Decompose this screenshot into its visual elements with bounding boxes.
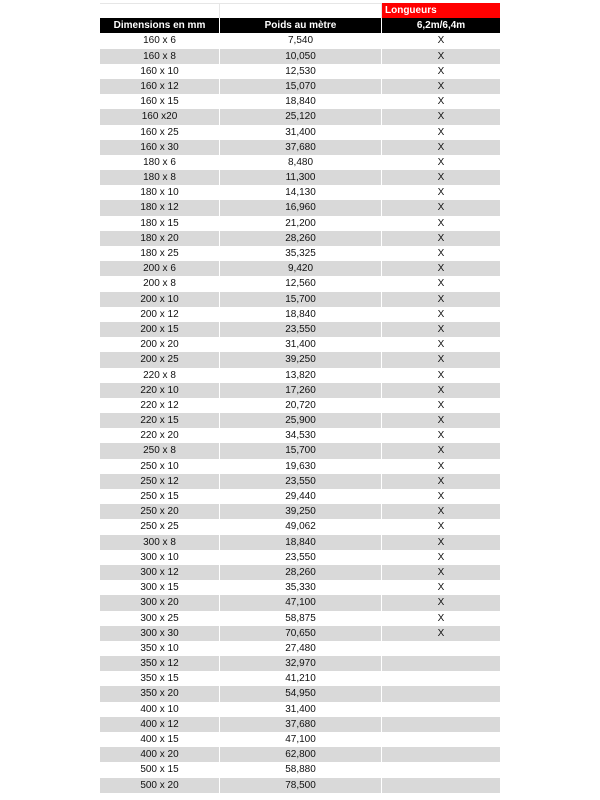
- dimension-cell: 160 x 8: [100, 49, 220, 64]
- column-header-row: [100, 18, 500, 33]
- empty-cell: [220, 3, 382, 18]
- weight-cell: 21,200: [220, 216, 382, 231]
- availability-cell: X: [437, 627, 445, 639]
- weight-cell: 15,700: [220, 292, 382, 307]
- table-row: [100, 443, 500, 458]
- weight-cell: 12,530: [220, 64, 382, 79]
- dimension-cell: 160 x 25: [100, 125, 220, 140]
- dimension-cell: 200 x 15: [100, 322, 220, 337]
- weight-cell: 32,970: [220, 656, 382, 671]
- weight-cell: 37,680: [220, 140, 382, 155]
- table-row: [100, 732, 500, 747]
- table-row: [100, 231, 500, 246]
- table-row: [100, 717, 500, 732]
- dimension-cell: 300 x 15: [100, 580, 220, 595]
- availability-cell: X: [437, 126, 445, 138]
- dimension-cell: 300 x 12: [100, 565, 220, 580]
- dimension-cell: 350 x 20: [100, 686, 220, 701]
- dimension-cell: 200 x 10: [100, 292, 220, 307]
- dimension-cell: 220 x 20: [100, 428, 220, 443]
- weight-cell: 15,700: [220, 443, 382, 458]
- weight-cell: 27,480: [220, 641, 382, 656]
- weight-cell: 41,210: [220, 671, 382, 686]
- table-row: [100, 352, 500, 367]
- weight-cell: 29,440: [220, 489, 382, 504]
- availability-cell: X: [437, 430, 445, 442]
- table-row: [100, 109, 500, 124]
- dimension-cell: 500 x 20: [100, 778, 220, 793]
- availability-cell: X: [437, 111, 445, 123]
- availability-cell: X: [437, 141, 445, 153]
- dimension-cell: 160 x 12: [100, 79, 220, 94]
- table-row: [100, 550, 500, 565]
- weight-cell: 34,530: [220, 428, 382, 443]
- weight-cell: 18,840: [220, 535, 382, 550]
- table-row: [100, 565, 500, 580]
- table-row: [100, 276, 500, 291]
- weight-cell: 13,820: [220, 368, 382, 383]
- weight-cell: 25,120: [220, 109, 382, 124]
- weight-cell: 31,400: [220, 702, 382, 717]
- table-row: [100, 140, 500, 155]
- weight-cell: 47,100: [220, 595, 382, 610]
- availability-cell: X: [437, 80, 445, 92]
- table-row: [100, 626, 500, 641]
- dimension-cell: 300 x 20: [100, 595, 220, 610]
- dimension-cell: 350 x 10: [100, 641, 220, 656]
- weight-column-header: Poids au mètre: [220, 18, 382, 33]
- dimension-cell: 300 x 8: [100, 535, 220, 550]
- availability-cell: X: [437, 384, 445, 396]
- weight-cell: 11,300: [220, 170, 382, 185]
- table-row: [100, 489, 500, 504]
- availability-cell: X: [437, 50, 445, 62]
- dimensions-column-header: Dimensions en mm: [100, 18, 220, 33]
- table-row: [100, 762, 500, 777]
- dimension-cell: 180 x 20: [100, 231, 220, 246]
- availability-cell: X: [437, 293, 445, 305]
- dimension-cell: 350 x 12: [100, 656, 220, 671]
- table-row: [100, 428, 500, 443]
- dimension-cell: 500 x 15: [100, 762, 220, 777]
- table-row: [100, 185, 500, 200]
- dimension-cell: 250 x 15: [100, 489, 220, 504]
- table-row: [100, 79, 500, 94]
- availability-cell: X: [437, 35, 445, 47]
- weight-cell: 7,540: [220, 33, 382, 48]
- table-row: [100, 686, 500, 701]
- availability-cell: [382, 702, 500, 717]
- table-row: [100, 747, 500, 762]
- weight-cell: 58,880: [220, 762, 382, 777]
- weight-cell: 58,875: [220, 611, 382, 626]
- weight-cell: 78,500: [220, 778, 382, 793]
- table-row: [100, 368, 500, 383]
- dimension-cell: 200 x 25: [100, 352, 220, 367]
- availability-cell: [382, 686, 500, 701]
- table-row: [100, 504, 500, 519]
- table-row: [100, 656, 500, 671]
- weight-cell: 12,560: [220, 276, 382, 291]
- dimension-cell: 200 x 8: [100, 276, 220, 291]
- availability-cell: [382, 671, 500, 686]
- dimension-cell: 300 x 30: [100, 626, 220, 641]
- availability-cell: X: [437, 339, 445, 351]
- table-row: [100, 170, 500, 185]
- dimension-cell: 220 x 12: [100, 398, 220, 413]
- dimension-cell: 160 x 15: [100, 94, 220, 109]
- weight-cell: 37,680: [220, 717, 382, 732]
- availability-cell: X: [437, 248, 445, 259]
- weight-cell: 18,840: [220, 94, 382, 109]
- availability-cell: X: [437, 354, 445, 366]
- table-row: [100, 671, 500, 686]
- empty-cell: [100, 3, 220, 18]
- weight-cell: 39,250: [220, 352, 382, 367]
- dimension-cell: 180 x 12: [100, 200, 220, 215]
- table-row: [100, 519, 500, 534]
- table-row: [100, 474, 500, 489]
- availability-cell: X: [437, 415, 445, 427]
- table-row: [100, 292, 500, 307]
- dimension-cell: 180 x 15: [100, 216, 220, 231]
- availability-cell: [382, 641, 500, 656]
- availability-cell: X: [437, 323, 445, 335]
- dimension-cell: 220 x 15: [100, 413, 220, 428]
- table-row: [100, 200, 500, 215]
- weight-cell: 54,950: [220, 686, 382, 701]
- availability-cell: X: [437, 506, 445, 518]
- availability-cell: X: [437, 597, 445, 609]
- availability-cell: X: [437, 65, 445, 77]
- weight-cell: 62,800: [220, 747, 382, 762]
- availability-cell: X: [437, 566, 445, 578]
- table-body: [100, 33, 500, 792]
- dimension-cell: 250 x 12: [100, 474, 220, 489]
- availability-cell: X: [437, 460, 445, 472]
- table-row: [100, 261, 500, 276]
- dimension-cell: 250 x 10: [100, 459, 220, 474]
- dimension-cell: 250 x 25: [100, 519, 220, 534]
- table-row: [100, 64, 500, 79]
- weight-cell: 39,250: [220, 504, 382, 519]
- table-row: [100, 535, 500, 550]
- dimension-cell: 200 x 6: [100, 261, 220, 276]
- table-row: [100, 413, 500, 428]
- availability-cell: X: [437, 202, 445, 214]
- availability-cell: [382, 778, 500, 793]
- weight-cell: 47,100: [220, 732, 382, 747]
- dimension-cell: 220 x 8: [100, 368, 220, 383]
- availability-cell: X: [437, 612, 445, 624]
- dimension-cell: 400 x 10: [100, 702, 220, 717]
- availability-cell: X: [437, 521, 445, 533]
- dimension-cell: 220 x 10: [100, 383, 220, 398]
- availability-cell: X: [437, 263, 445, 275]
- dimension-cell: 250 x 20: [100, 504, 220, 519]
- dimension-cell: 400 x 20: [100, 747, 220, 762]
- dimension-cell: 180 x 25: [100, 246, 220, 261]
- weight-cell: 18,840: [220, 307, 382, 322]
- table-row: [100, 641, 500, 656]
- lengths-column-header: 6,2m/6,4m: [416, 20, 466, 32]
- table-row: [100, 155, 500, 170]
- availability-cell: X: [437, 187, 445, 199]
- table-row: [100, 778, 500, 793]
- availability-cell: X: [437, 217, 445, 229]
- availability-cell: X: [437, 278, 445, 290]
- availability-cell: X: [437, 399, 445, 411]
- table-row: [100, 383, 500, 398]
- table-row: [100, 459, 500, 474]
- dimension-cell: 200 x 20: [100, 337, 220, 352]
- availability-cell: [382, 732, 500, 747]
- availability-cell: [382, 747, 500, 762]
- table-row: [100, 246, 500, 261]
- dimension-cell: 180 x 6: [100, 155, 220, 170]
- weight-cell: 25,900: [220, 413, 382, 428]
- dimension-cell: 180 x 8: [100, 170, 220, 185]
- table-row: [100, 580, 500, 595]
- dimension-cell: 250 x 8: [100, 443, 220, 458]
- availability-cell: X: [437, 172, 445, 184]
- weight-cell: 14,130: [220, 185, 382, 200]
- table-row: [100, 595, 500, 610]
- weight-cell: 35,325: [220, 246, 382, 261]
- availability-cell: X: [437, 582, 445, 594]
- availability-cell: X: [437, 308, 445, 320]
- table-row: [100, 322, 500, 337]
- weight-cell: 31,400: [220, 337, 382, 352]
- availability-cell: X: [437, 536, 445, 548]
- table-row: [100, 216, 500, 231]
- dimension-cell: 300 x 25: [100, 611, 220, 626]
- table-row: [100, 307, 500, 322]
- availability-cell: X: [437, 445, 445, 457]
- table-row: [100, 94, 500, 109]
- table-row: [100, 398, 500, 413]
- weight-cell: 19,630: [220, 459, 382, 474]
- table-row: [100, 337, 500, 352]
- availability-cell: X: [437, 96, 445, 108]
- weight-cell: 35,330: [220, 580, 382, 595]
- table-row: [100, 125, 500, 140]
- weight-cell: 31,400: [220, 125, 382, 140]
- dimension-cell: 200 x 12: [100, 307, 220, 322]
- dimension-cell: 160 x20: [100, 109, 220, 124]
- weight-cell: 10,050: [220, 49, 382, 64]
- weight-cell: 15,070: [220, 79, 382, 94]
- weight-cell: 17,260: [220, 383, 382, 398]
- dimension-cell: 400 x 15: [100, 732, 220, 747]
- availability-cell: [382, 717, 500, 732]
- weight-cell: 49,062: [220, 519, 382, 534]
- availability-cell: [382, 656, 500, 671]
- weight-cell: 23,550: [220, 550, 382, 565]
- dimension-cell: 160 x 30: [100, 140, 220, 155]
- weight-cell: 9,420: [220, 261, 382, 276]
- weight-cell: 23,550: [220, 322, 382, 337]
- weight-cell: 23,550: [220, 474, 382, 489]
- dimension-cell: 160 x 10: [100, 64, 220, 79]
- weight-cell: 28,260: [220, 565, 382, 580]
- availability-cell: X: [437, 475, 445, 487]
- table-row: [100, 611, 500, 626]
- weight-cell: 8,480: [220, 155, 382, 170]
- weight-cell: 28,260: [220, 231, 382, 246]
- availability-cell: X: [437, 369, 445, 381]
- table-row: [100, 49, 500, 64]
- availability-cell: X: [437, 491, 445, 502]
- dimension-cell: 180 x 10: [100, 185, 220, 200]
- availability-cell: X: [437, 156, 445, 168]
- availability-cell: X: [437, 551, 445, 563]
- dimension-cell: 300 x 10: [100, 550, 220, 565]
- table-row: [100, 33, 500, 48]
- spreadsheet-table: [100, 3, 500, 793]
- availability-cell: X: [437, 232, 445, 244]
- dimension-cell: 160 x 6: [100, 33, 220, 48]
- weight-cell: 16,960: [220, 200, 382, 215]
- dimension-cell: 400 x 12: [100, 717, 220, 732]
- availability-cell: [382, 762, 500, 777]
- group-header-row: [100, 3, 500, 18]
- table-row: [100, 702, 500, 717]
- weight-cell: 70,650: [220, 626, 382, 641]
- dimension-cell: 350 x 15: [100, 671, 220, 686]
- lengths-group-header: Longueurs: [382, 3, 500, 18]
- weight-cell: 20,720: [220, 398, 382, 413]
